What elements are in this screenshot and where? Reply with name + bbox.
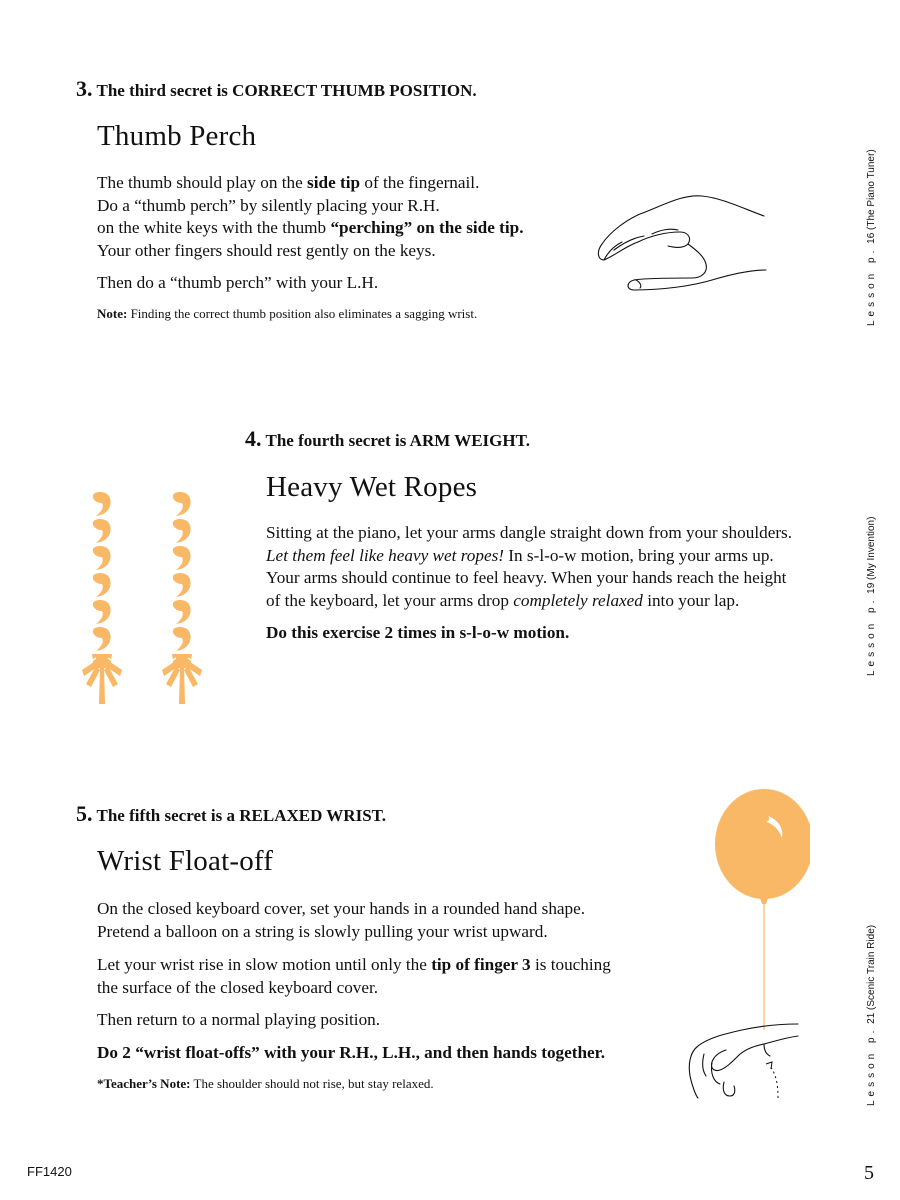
rope-illustration [78,486,213,708]
thumb-line-1: The thumb should play on the side tip of the fingernail. [97,173,480,192]
wrist-line-1: On the closed keyboard cover, set your hands in a rounded hand shape. [97,899,586,918]
wrist-line-2: Pretend a balloon on a string is slowly pulling your wrist upward. [97,921,548,941]
thumb-perch-title: Thumb Perch [97,120,257,152]
ropes-line-3: Your arms should continue to feel heavy. When your hands reach the height [266,568,787,587]
section-3-number: 3. [76,76,93,101]
section-4-number: 4. [245,426,262,451]
ropes-instruction: Do this exercise 2 times in s-l-o-w motion. [266,623,570,642]
thumb-perch-body [97,172,524,262]
balloon-wrist-illustration [680,786,810,1106]
section-4-heading-text: The fourth secret is ARM WEIGHT. [265,431,530,450]
lesson-label-p19: Lesson p. 19 (My Invention) [866,516,877,676]
wrist-hand [689,1024,798,1098]
ropes-line-4: of the keyboard, let your arms drop completely relaxed into your lap. [266,590,740,610]
wrist-line-5: Then return to a normal playing position. [97,1010,381,1029]
section-3-heading [76,76,477,102]
section-5-heading-text: The fifth secret is a RELAXED WRIST. [96,806,386,825]
wrist-float-off-title: Wrist Float-off [97,845,274,877]
balloon [715,789,810,904]
thumb-line-5: Then do a “thumb perch” with your L.H. [97,273,379,292]
rope-left [82,492,122,704]
upward-arrow [770,1066,778,1098]
section-5-number: 5. [76,801,93,826]
wrist-line-3: Let your wrist rise in slow motion until only the tip of finger 3 is touching [97,955,611,974]
section-4-heading [245,426,530,452]
heavy-wet-ropes-title: Heavy Wet Ropes [266,471,478,503]
upward-arrow-head [766,1062,772,1069]
lesson-label-p21: Lesson p. 21 (Scenic Train Ride) [866,924,877,1106]
wrist-body-1 [97,898,585,943]
ropes-line-1: Sitting at the piano, let your arms dangle straight down from your shoulders. [266,523,793,542]
wrist-line-4: the surface of the closed keyboard cover. [97,977,379,997]
thumb-note: Note: Finding the correct thumb position also eliminates a sagging wrist. [97,306,478,321]
thumb-line-4: Your other fingers should rest gently on the keys. [97,240,436,260]
heavy-wet-ropes-body [266,522,792,612]
ropes-line-2: Let them feel like heavy wet ropes! In s-l-o-w motion, bring your arms up. [266,545,774,565]
section-5-heading [76,801,386,827]
thumb-perch-hand-illustration [592,190,772,295]
thumb-line-3: on the white keys with the thumb “perching” on the side tip. [97,218,524,237]
wrist-instruction: Do 2 “wrist float-offs” with your R.H., L.H., and then hands together. [97,1043,606,1062]
lesson-label-p16: Lesson p. 16 (The Piano Tuner) [866,149,877,326]
section-3-heading-text: The third secret is CORRECT THUMB POSITION. [96,81,477,100]
thumb-line-2: Do a “thumb perch” by silently placing your R.H. [97,195,440,215]
footer-code: FF1420 [27,1164,72,1179]
wrist-body-2 [97,954,611,999]
rope-right [162,492,202,704]
teacher-note: *Teacher’s Note: The shoulder should not rise, but stay relaxed. [97,1076,434,1091]
page-number: 5 [864,1162,874,1184]
